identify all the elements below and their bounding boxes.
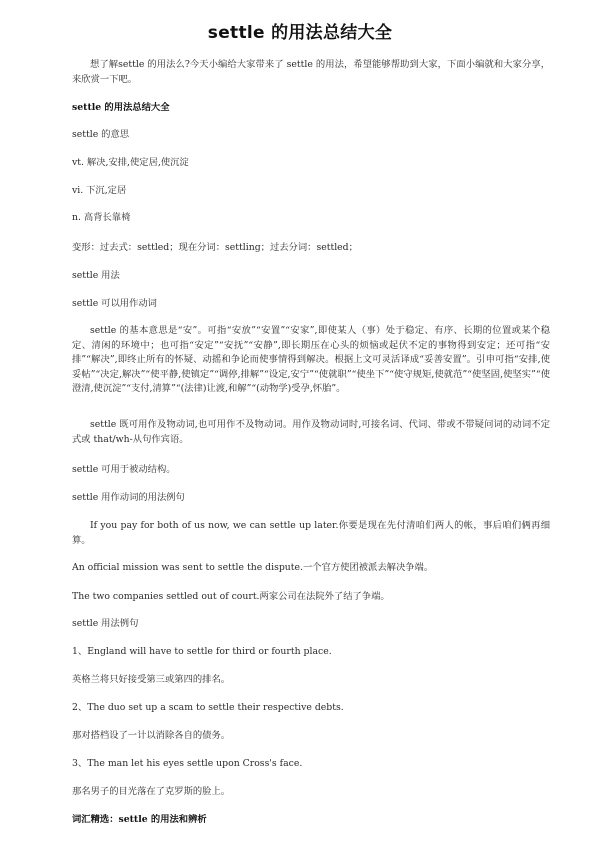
section-heading-summary: settle 的用法总结大全 xyxy=(72,102,170,113)
page-title: settle 的用法总结大全 xyxy=(207,23,393,43)
example-sentence-3: The two companies settled out of court.两家公司在法院外了结了争端。 xyxy=(72,591,390,602)
definition-vt: vt. 解决,安排,使定居,使沉淀 xyxy=(72,157,189,168)
sentence-3-chinese: 那名男子的目光落在了克罗斯的脸上。 xyxy=(72,786,231,797)
definition-vi: vi. 下沉,定居 xyxy=(72,185,127,196)
meaning-label: settle 的意思 xyxy=(72,129,130,140)
basic-meaning-paragraph: settle 的基本意思是“安”。可指“安放”“安置”“安家”,即使某人（事）处于稳定、有序、长期的位置或某个稳定、清闲的环境中；也可指“安定”“安抚”“安静”,即长期压在心头的烦恼或起伏不定的事物得到安定；还可指“安排”“解决”,即终止所有的怀疑、动摇和争论而使事情得到解决。根据上文可灵活译成“妥善安置”。引申可指“安排,使妥帖”“决定,解决”“使平静,使镇定”“调停,排解”“设定,安宁”“使就职”“使坐下”“使守规矩,使就范”“使坚固,使坚实”“使澄清,使沉淀”“支付,清算”“(法律)让渡,和解”“(动物学)受孕,怀胎”。 xyxy=(72,325,550,394)
word-forms: 变形：过去式：settled；现在分词：settling；过去分词：settled； xyxy=(72,242,358,253)
sentence-2-chinese: 那对搭档设了一计以消除各自的债务。 xyxy=(72,730,231,741)
verb-examples-label: settle 用作动词的用法例句 xyxy=(72,492,185,503)
sentence-1-english: 1、England will have to settle for third or fourth place. xyxy=(72,646,332,657)
intro-paragraph: 想了解settle 的用法么?今天小编给大家带来了 settle 的用法，希望能够帮助到大家，下面小编就和大家分享，来欣赏一下吧。 xyxy=(72,59,550,85)
sentence-3-english: 3、The man let his eyes settle upon Cross's face. xyxy=(72,758,303,769)
sentence-2-english: 2、The duo set up a scam to settle their respective debts. xyxy=(72,702,344,713)
section-heading-vocabulary: 词汇精选：settle 的用法和辨析 xyxy=(72,814,207,825)
definition-n: n. 高背长靠椅 xyxy=(72,212,131,223)
usage-verb-label: settle 可以用作动词 xyxy=(72,298,157,309)
transitive-paragraph: settle 既可用作及物动词,也可用作不及物动词。用作及物动词时,可接名词、代词、带或不带疑问词的动词不定式或 that/wh-从句作宾语。 xyxy=(72,419,550,445)
sentence-1-chinese: 英格兰将只好接受第三或第四的排名。 xyxy=(72,674,231,685)
example-sentence-2: An official mission was sent to settle the dispute.一个官方使团被派去解决争端。 xyxy=(72,562,434,573)
usage-label: settle 用法 xyxy=(72,270,120,281)
usage-examples-label: settle 用法例句 xyxy=(72,618,139,629)
example-sentence-1: If you pay for both of us now, we can settle up later.你要是现在先付清咱们两人的帐，事后咱们俩再细算。 xyxy=(72,520,550,546)
passive-note: settle 可用于被动结构。 xyxy=(72,464,176,475)
